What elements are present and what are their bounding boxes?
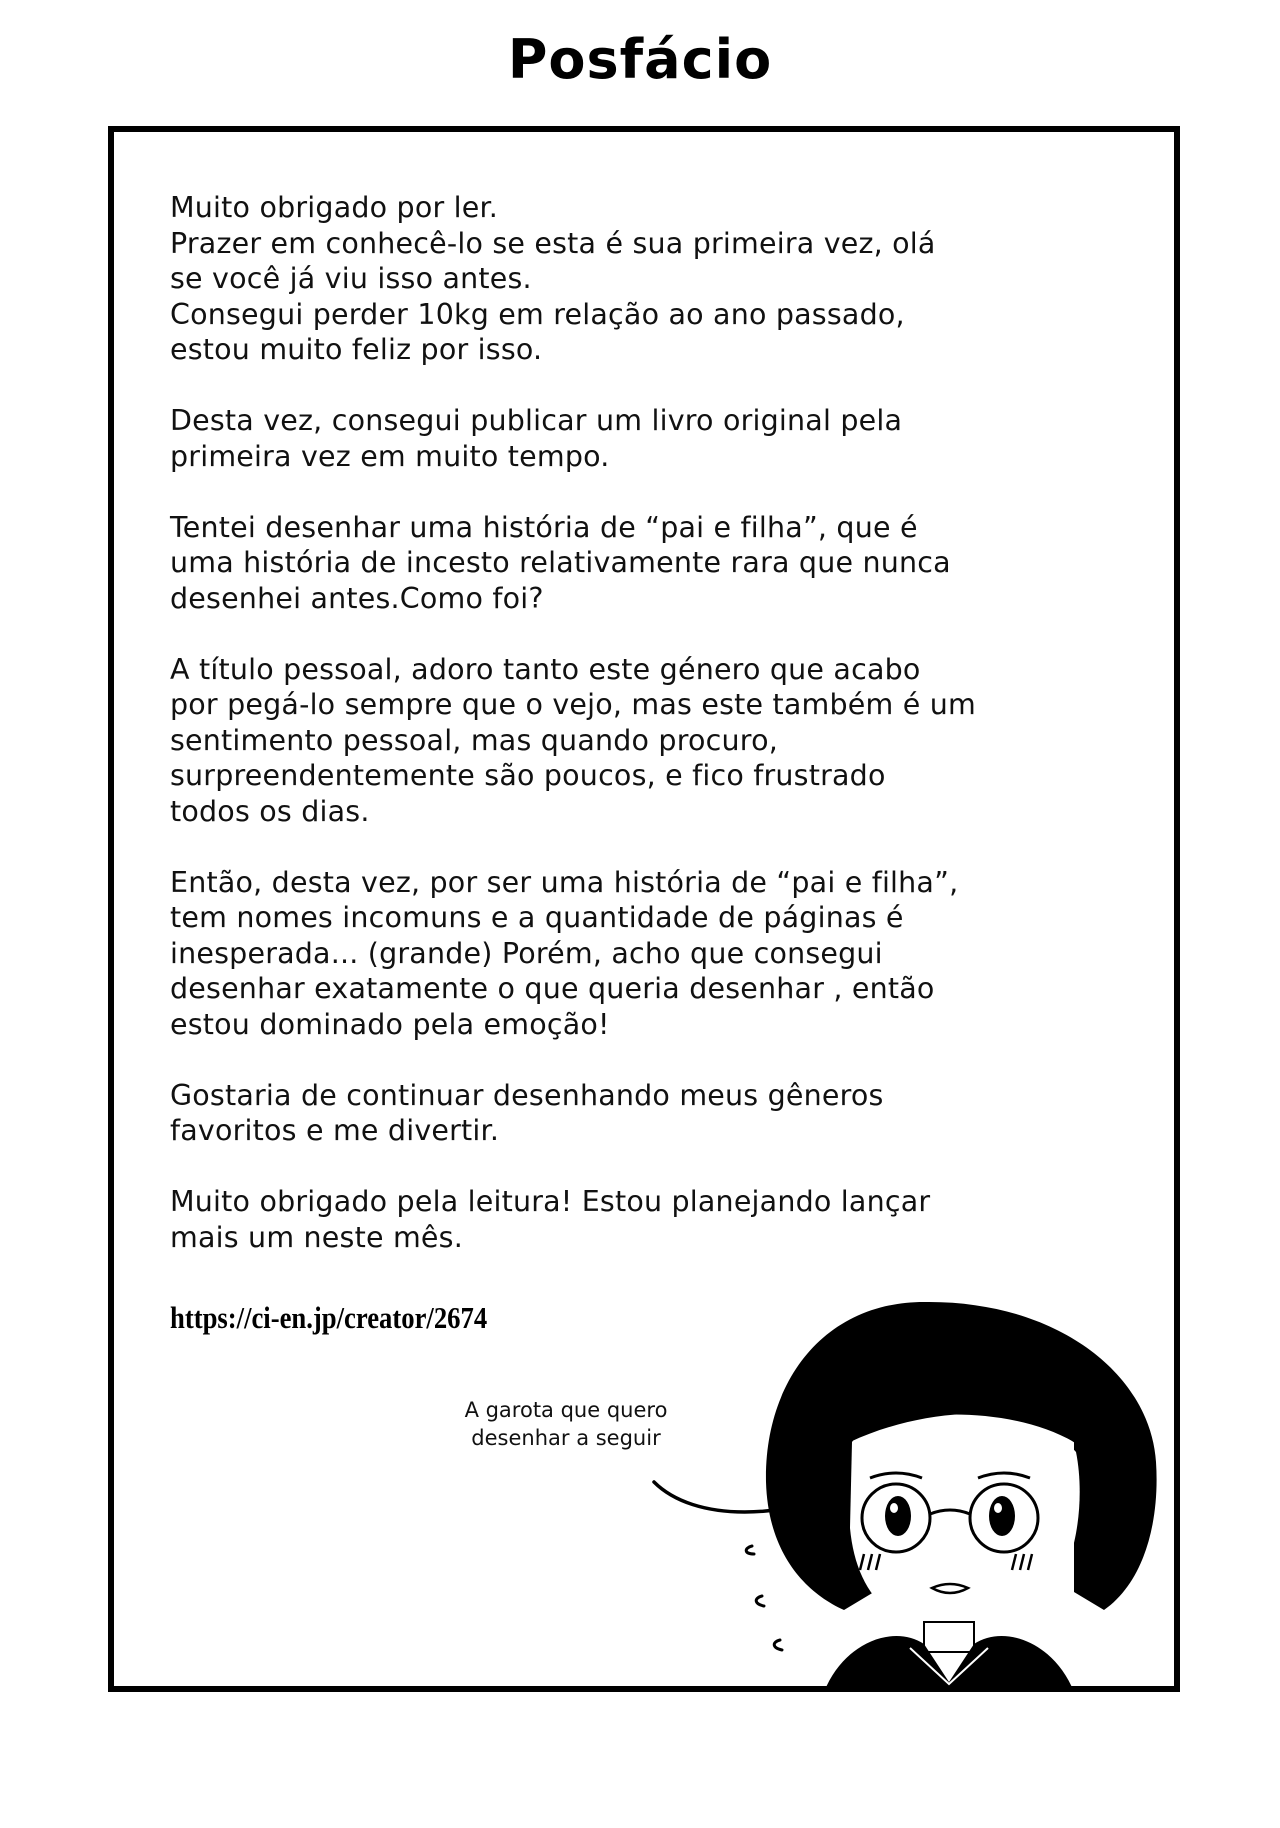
paragraph-future: Gostaria de continuar desenhando meus gêneros favoritos e me divertir.	[170, 1078, 884, 1147]
illustration-caption: A garota que quero desenhar a seguir	[464, 1398, 668, 1450]
paragraph-original-book: Desta vez, consegui publicar um livro original pela primeira vez em muito tempo.	[170, 404, 903, 473]
creator-url[interactable]: https://ci-en.jp/creator/2674	[170, 1300, 488, 1335]
page-title: Posfácio	[507, 28, 773, 91]
paragraph-personal-taste: A título pessoal, adoro tanto este género que acabo por pegá-lo sempre que o vejo, mas este também é um sentimento pessoal, mas quando procuro, surpreendentemente são poucos, e fico frustrado todos os dias.	[170, 652, 976, 828]
paragraph-story-theme: Tentei desenhar uma história de “pai e filha”, que é uma história de incesto relativamente rara que nunca desenhei antes.Como foi?	[170, 510, 951, 615]
paragraph-this-time: Então, desta vez, por ser uma história de “pai e filha”, tem nomes incomuns e a quantidade de páginas é inesperada... (grande) Porém, acho que consegui desenhar exatamente o que queria desenhar , então estou dominado pela emoção!	[170, 865, 959, 1041]
girl-with-glasses-icon	[674, 1292, 1180, 1692]
paragraph-greeting: Muito obrigado por ler. Prazer em conhecê-lo se esta é sua primeira vez, olá se você já viu isso antes. Consegui perder 10kg em relação ao ano passado, estou muito feliz por isso.	[170, 191, 936, 366]
afterword-frame	[108, 126, 1180, 1692]
paragraph-thanks: Muito obrigado pela leitura! Estou planejando lançar mais um neste mês.	[170, 1185, 931, 1254]
afterword-body	[170, 190, 1170, 1291]
